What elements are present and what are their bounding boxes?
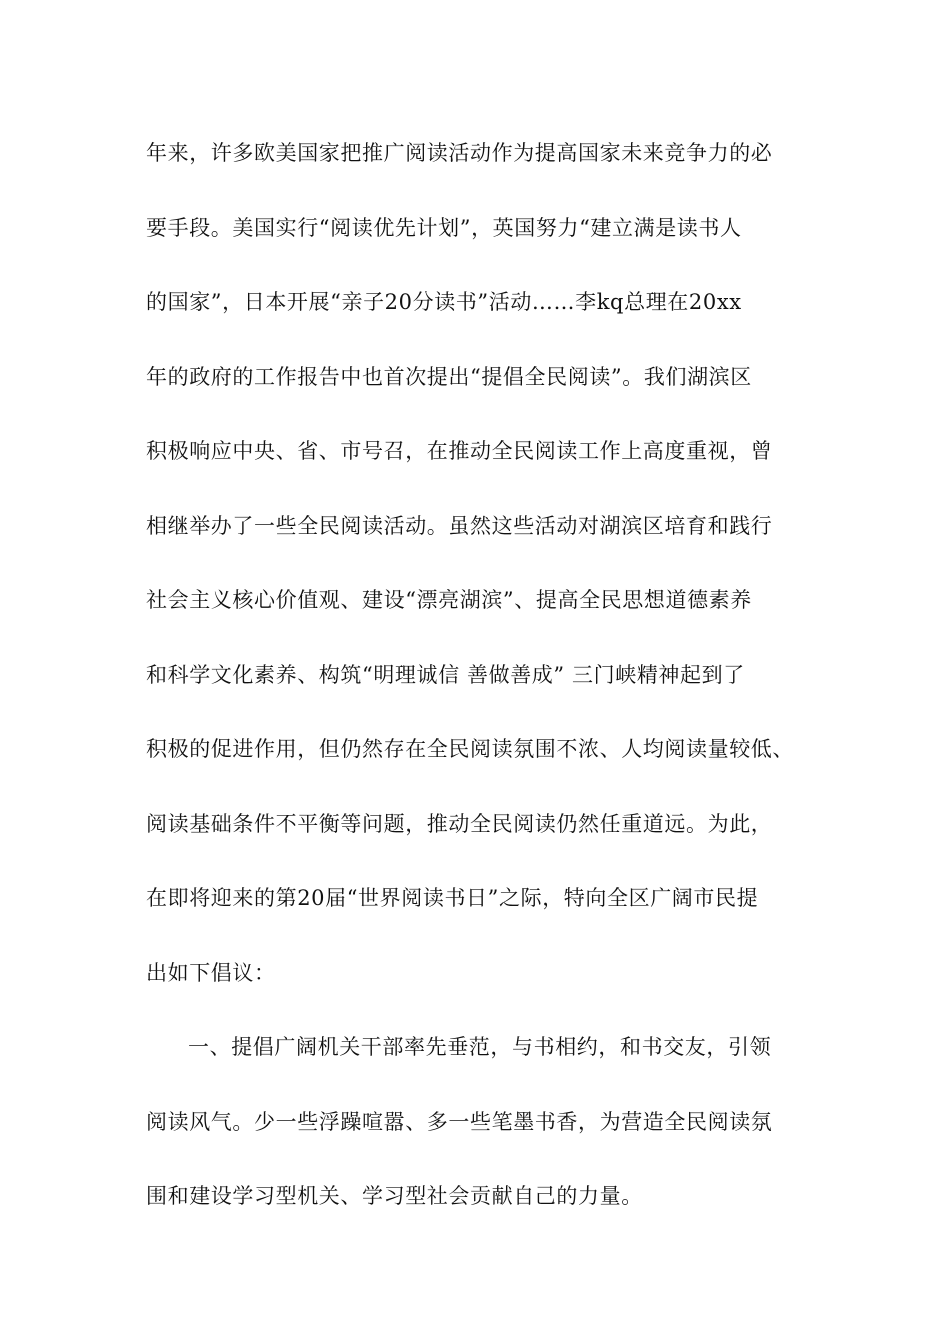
text-line: 出如下倡议：	[146, 960, 276, 985]
text-line: 年来，许多欧美国家把推广阅读活动作为提高国家未来竞争力的必	[146, 141, 773, 165]
text-line: 阅读基础条件不平衡等问题，推动全民阅读仍然任重道远。为此，	[146, 811, 773, 836]
body-text	[146, 128, 826, 1246]
text-line: 积极响应中央、省、市号召，在推动全民阅读工作上高度重视，曾	[146, 439, 773, 463]
text-line: 围和建设学习型机关、学习型社会贡献自己的力量。	[146, 1184, 643, 1208]
text-line: 年的政府的工作报告中也首次提出“提倡全民阅读”。我们湖滨区	[146, 364, 752, 389]
text-line: 在即将迎来的第20届“世界阅读书日”之际，特向全区广阔市民提	[146, 886, 759, 910]
text-line: 积极的促进作用，但仍然存在全民阅读氛围不浓、人均阅读量较低、	[146, 737, 794, 761]
text-line: 社会主义核心价值观、建设“漂亮湖滨”、提高全民思想道德素养	[146, 588, 752, 612]
text-line: 相继举办了一些全民阅读活动。虽然这些活动对湖滨区培育和践行	[146, 513, 773, 538]
paragraph-start-line: 一、提倡广阔机关干部率先垂范，与书相约，和书交友，引领	[188, 1035, 772, 1059]
text-line: 和科学文化素养、构筑“明理诚信 善做善成” 三门峡精神起到了	[146, 662, 745, 687]
text-line: 阅读风气。少一些浮躁喧嚣、多一些笔墨书香，为营造全民阅读氛	[146, 1109, 773, 1134]
text-line: 要手段。美国实行“阅读优先计划”，英国努力“建立满是读书人	[146, 215, 742, 240]
text-line: 的国家”，日本开展“亲子20分读书”活动……李kq总理在20xx	[146, 290, 742, 314]
